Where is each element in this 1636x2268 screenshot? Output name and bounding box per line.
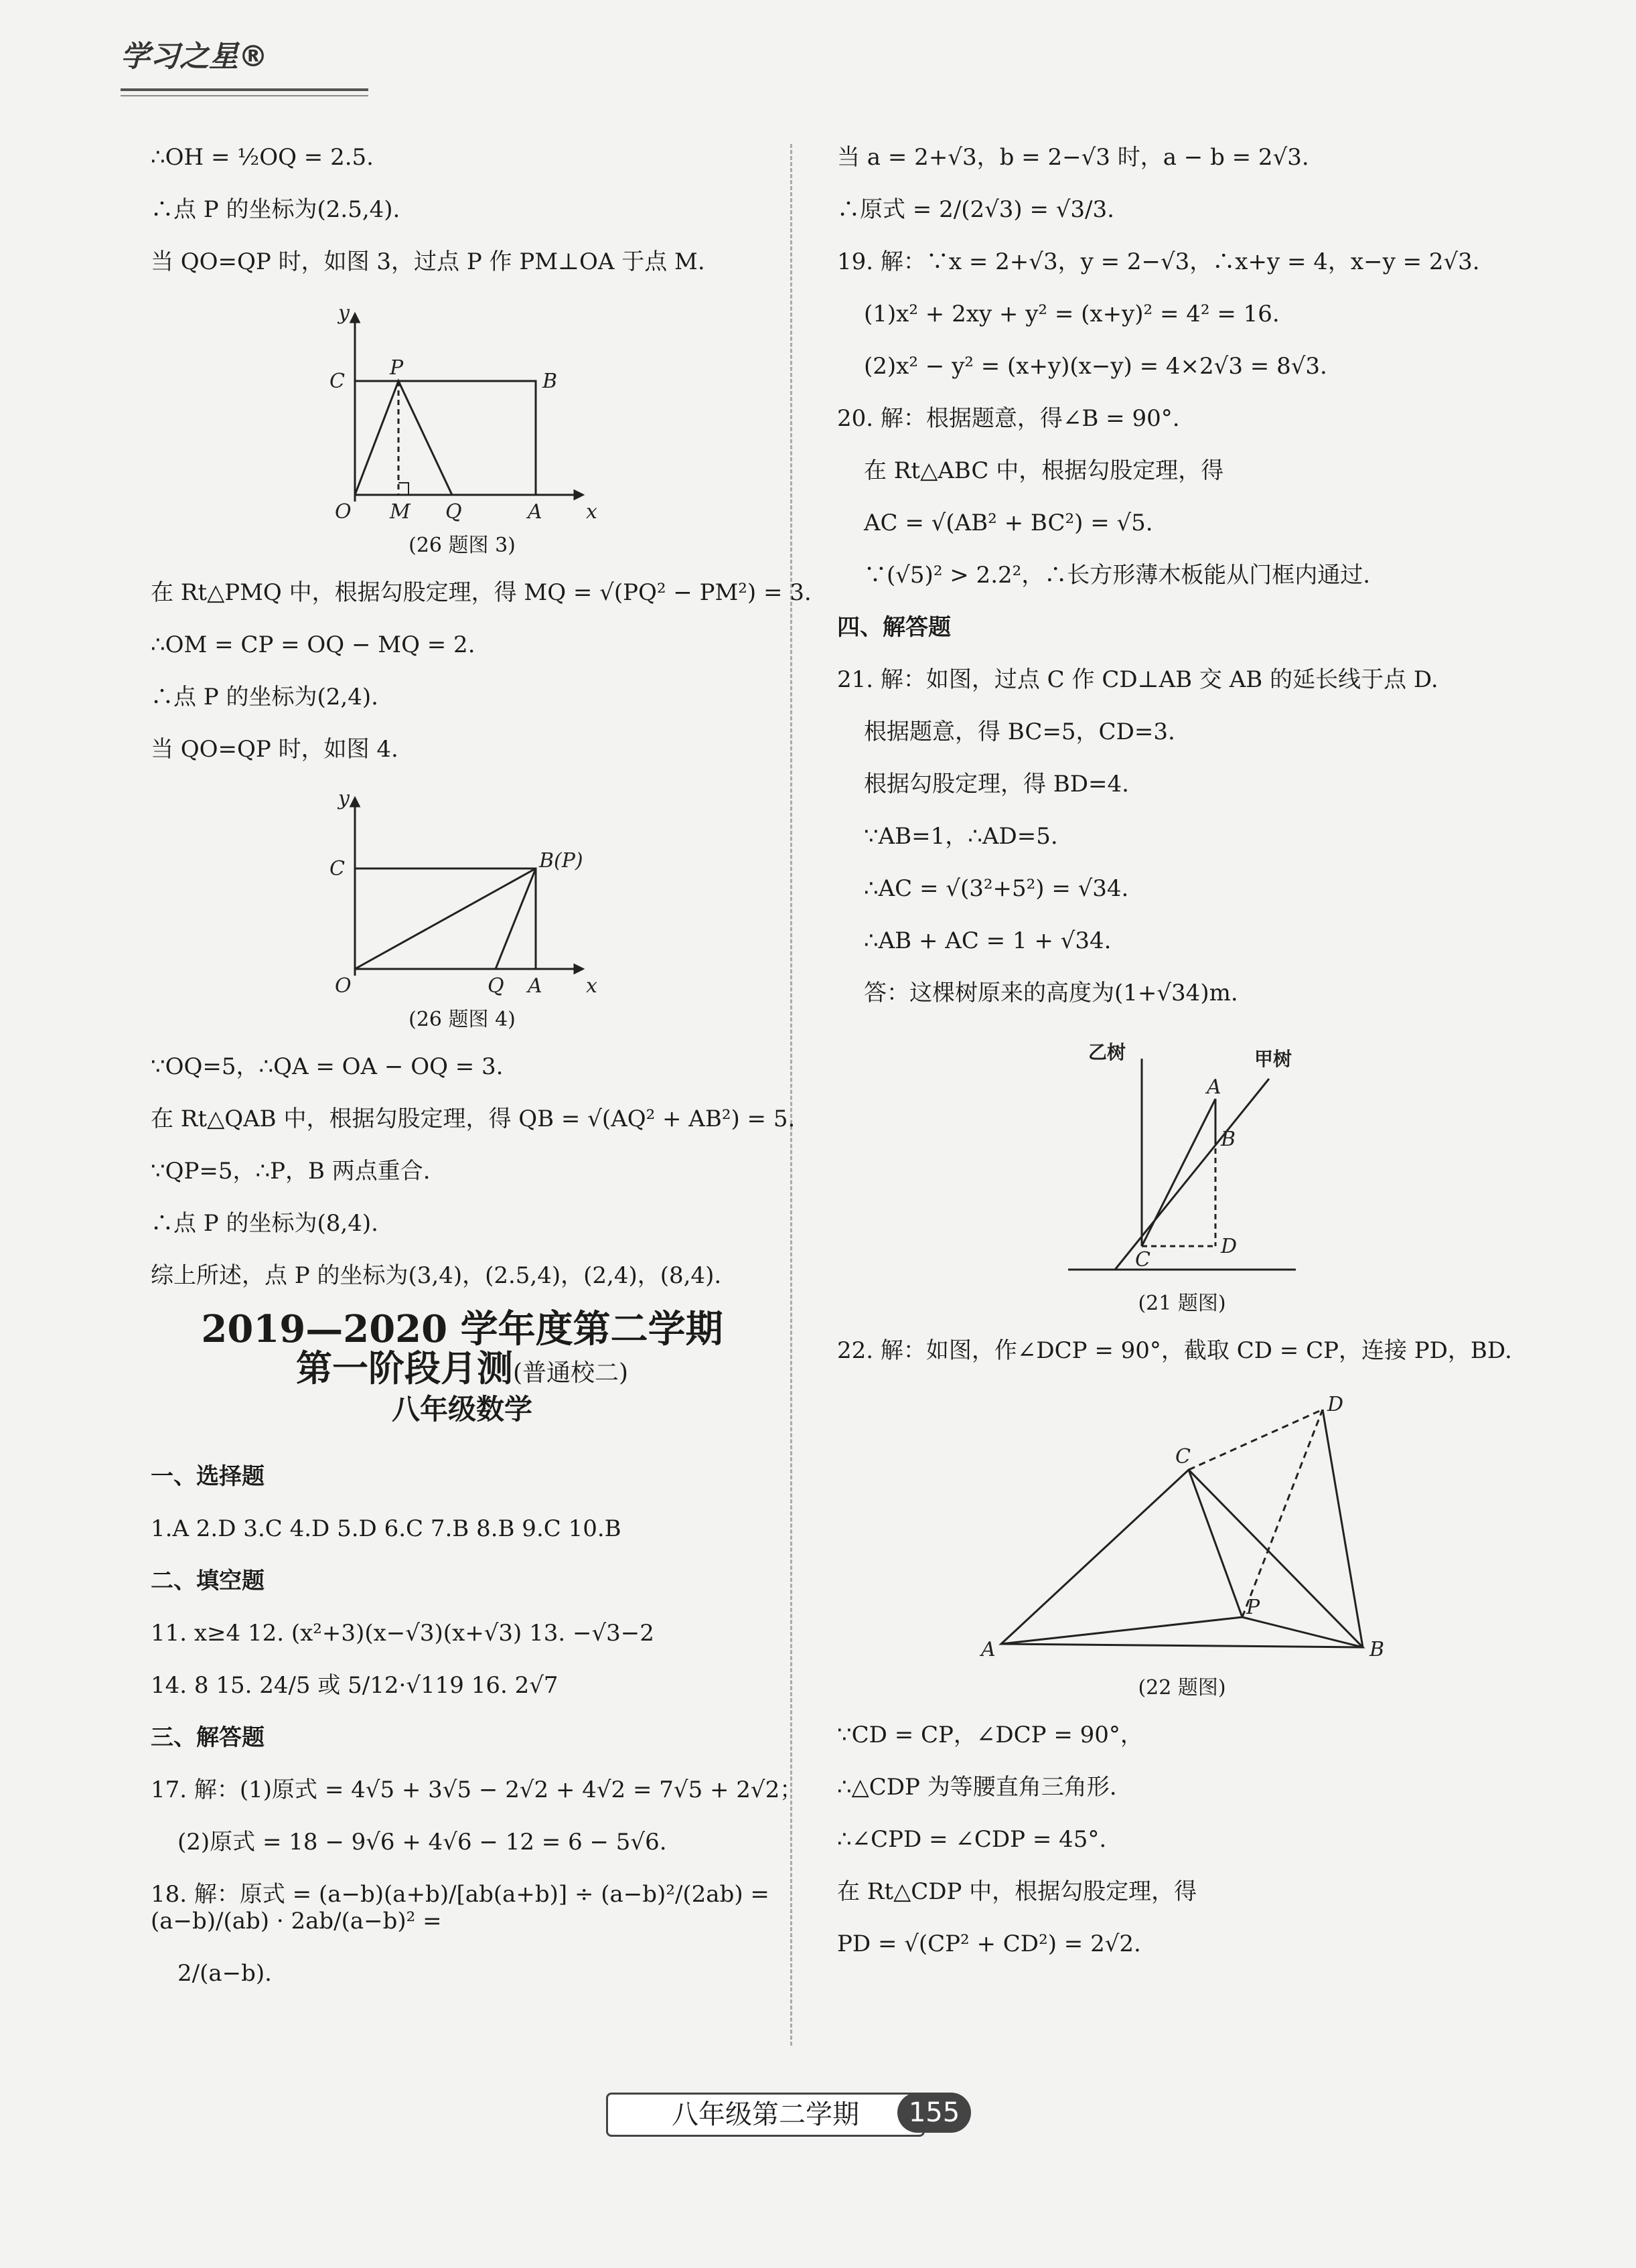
text-line: ∵OQ=5，∴QA = OA − OQ = 3. bbox=[151, 1053, 504, 1080]
figure-26-3 bbox=[315, 301, 609, 528]
point-label: A bbox=[528, 974, 542, 998]
answer-line: (1)x² + 2xy + y² = (x+y)² = 4² = 16. bbox=[864, 301, 1280, 327]
text-line: 在 Rt△PMQ 中，根据勾股定理，得 MQ = √(PQ² − PM²) = 3. bbox=[151, 579, 812, 606]
header-rule bbox=[121, 88, 368, 91]
left-column bbox=[151, 144, 812, 2012]
answer-line: 在 Rt△ABC 中，根据勾股定理，得 bbox=[864, 457, 1224, 484]
point-label: P bbox=[390, 356, 404, 380]
answer-line: 18. 解：原式 = (a−b)(a+b)/[ab(a+b)] ÷ (a−b)²/(2ab) = (a−b)/(ab) · 2ab/(a−b)² = bbox=[151, 1881, 769, 1935]
point-label: B bbox=[542, 370, 558, 393]
section-heading: 三、解答题 bbox=[151, 1724, 265, 1751]
figure-caption: (21 题图) bbox=[1138, 1292, 1226, 1315]
point-label: C bbox=[1135, 1248, 1150, 1272]
text-line: ∴原式 = 2/(2√3) = √3/3. bbox=[837, 196, 1114, 223]
answer-line: 17. 解：(1)原式 = 4√5 + 3√5 − 2√2 + 4√2 = 7√5 + 2√2； bbox=[151, 1776, 803, 1803]
answer-line: 20. 解：根据题意，得∠B = 90°. bbox=[837, 405, 1180, 432]
text-line: ∴点 P 的坐标为(2,4). bbox=[151, 684, 378, 710]
column-divider bbox=[790, 144, 792, 2046]
text-line: ∵QP=5，∴P，B 两点重合. bbox=[151, 1158, 431, 1185]
answer-line: 22. 解：如图，作∠DCP = 90°，截取 CD = CP，连接 PD，BD. bbox=[837, 1337, 1512, 1364]
figure-21 bbox=[1041, 1032, 1323, 1286]
point-label: P bbox=[1246, 1596, 1260, 1619]
answer-line: PD = √(CP² + CD²) = 2√2. bbox=[837, 1931, 1141, 1957]
answer-line: ∵(√5)² > 2.2²，∴长方形薄木板能从门框内通过. bbox=[864, 562, 1371, 589]
point-label: Q bbox=[488, 974, 504, 998]
axis-y-label: y bbox=[338, 301, 350, 325]
answer-line: ∴∠CPD = ∠CDP = 45°. bbox=[837, 1826, 1107, 1853]
answer-line: 2/(a−b). bbox=[177, 1960, 272, 1987]
point-label: M bbox=[390, 500, 411, 524]
answer-line: (2)x² − y² = (x+y)(x−y) = 4×2√3 = 8√3. bbox=[864, 353, 1327, 380]
axis-y-label: y bbox=[338, 788, 350, 810]
answer-line: ∴AB + AC = 1 + √34. bbox=[864, 927, 1112, 954]
point-label: B bbox=[1369, 1638, 1385, 1661]
text-line: ∴点 P 的坐标为(8,4). bbox=[151, 1210, 378, 1237]
section-heading: 一、选择题 bbox=[151, 1463, 265, 1490]
figure-caption: (26 题图 3) bbox=[408, 534, 516, 557]
answer-line: 11. x≥4 12. (x²+3)(x−√3)(x+√3) 13. −√3−2 bbox=[151, 1620, 654, 1647]
text-line: 综上所述，点 P 的坐标为(3,4)，(2.5,4)，(2,4)，(8,4). bbox=[151, 1262, 722, 1289]
point-label: C bbox=[1175, 1445, 1191, 1468]
answer-line: ∴△CDP 为等腰直角三角形. bbox=[837, 1774, 1117, 1801]
point-label: Q bbox=[445, 500, 462, 524]
section-title: 2019—2020 学年度第二学期 bbox=[201, 1307, 723, 1351]
answer-line: 21. 解：如图，过点 C 作 CD⊥AB 交 AB 的延长线于点 D. bbox=[837, 666, 1438, 693]
footer-label: 八年级第二学期 bbox=[606, 2093, 925, 2137]
answer-line: 14. 8 15. 24/5 或 5/12·√119 16. 2√7 bbox=[151, 1672, 559, 1699]
point-label: A bbox=[528, 500, 542, 524]
right-column bbox=[837, 144, 1527, 1983]
answer-line: ∴AC = √(3²+5²) = √34. bbox=[864, 875, 1129, 902]
point-label: O bbox=[335, 974, 352, 998]
text-line: ∴OM = CP = OQ − MQ = 2. bbox=[151, 631, 475, 658]
answer-line: 根据题意，得 BC=5，CD=3. bbox=[864, 719, 1175, 745]
tree-label: 甲树 bbox=[1254, 1048, 1292, 1070]
point-label: B(P) bbox=[539, 849, 583, 873]
axis-x-label: x bbox=[586, 500, 597, 524]
answer-line: 19. 解：∵x = 2+√3，y = 2−√3，∴x+y = 4，x−y = 2√3. bbox=[837, 248, 1480, 275]
section-subtitle bbox=[151, 1347, 773, 1389]
answer-line: 答：这棵树原来的高度为(1+√34)m. bbox=[864, 980, 1238, 1006]
point-label: A bbox=[1207, 1075, 1221, 1099]
answer-line: ∵AB=1，∴AD=5. bbox=[864, 823, 1058, 850]
subject-title: 八年级数学 bbox=[391, 1393, 532, 1426]
brand-logo: 学习之星® bbox=[121, 40, 268, 74]
answer-line: AC = √(AB² + BC²) = √5. bbox=[864, 510, 1153, 536]
point-label: D bbox=[1327, 1393, 1344, 1416]
text-line: ∴OH = ½OQ = 2.5. bbox=[151, 144, 374, 171]
figure-caption: (26 题图 4) bbox=[408, 1008, 516, 1031]
figure-26-4 bbox=[315, 788, 609, 1002]
subtitle-main: 第一阶段月测 bbox=[295, 1347, 513, 1389]
text-line: 在 Rt△QAB 中，根据勾股定理，得 QB = √(AQ² + AB²) = 5. bbox=[151, 1106, 796, 1132]
answer-line: 1.A 2.D 3.C 4.D 5.D 6.C 7.B 8.B 9.C 10.B bbox=[151, 1515, 621, 1542]
header-rule-thin bbox=[121, 95, 368, 96]
page-number: 155 bbox=[897, 2093, 971, 2133]
figure-22 bbox=[948, 1389, 1416, 1671]
text-line: 当 QO=QP 时，如图 3，过点 P 作 PM⊥OA 于点 M. bbox=[151, 248, 705, 275]
point-label: D bbox=[1221, 1235, 1238, 1258]
tree-label: 乙树 bbox=[1088, 1041, 1126, 1063]
figure-caption: (22 题图) bbox=[1138, 1676, 1226, 1699]
point-label: C bbox=[329, 857, 345, 881]
point-label: C bbox=[329, 370, 345, 393]
section-heading: 二、填空题 bbox=[151, 1568, 265, 1594]
answer-line: 根据勾股定理，得 BD=4. bbox=[864, 771, 1129, 798]
point-label: O bbox=[335, 500, 352, 524]
subtitle-note: (普通校二) bbox=[512, 1359, 629, 1387]
axis-x-label: x bbox=[586, 974, 597, 998]
answer-line: (2)原式 = 18 − 9√6 + 4√6 − 12 = 6 − 5√6. bbox=[177, 1829, 667, 1856]
point-label: B bbox=[1221, 1128, 1236, 1151]
text-line: ∴点 P 的坐标为(2.5,4). bbox=[151, 196, 400, 223]
text-line: 当 QO=QP 时，如图 4. bbox=[151, 736, 398, 763]
answer-line: ∵CD = CP，∠DCP = 90°， bbox=[837, 1722, 1143, 1748]
point-label: A bbox=[981, 1638, 996, 1661]
text-line: 当 a = 2+√3，b = 2−√3 时，a − b = 2√3. bbox=[837, 144, 1309, 171]
answer-line: 在 Rt△CDP 中，根据勾股定理，得 bbox=[837, 1878, 1197, 1905]
section-heading: 四、解答题 bbox=[837, 614, 951, 641]
